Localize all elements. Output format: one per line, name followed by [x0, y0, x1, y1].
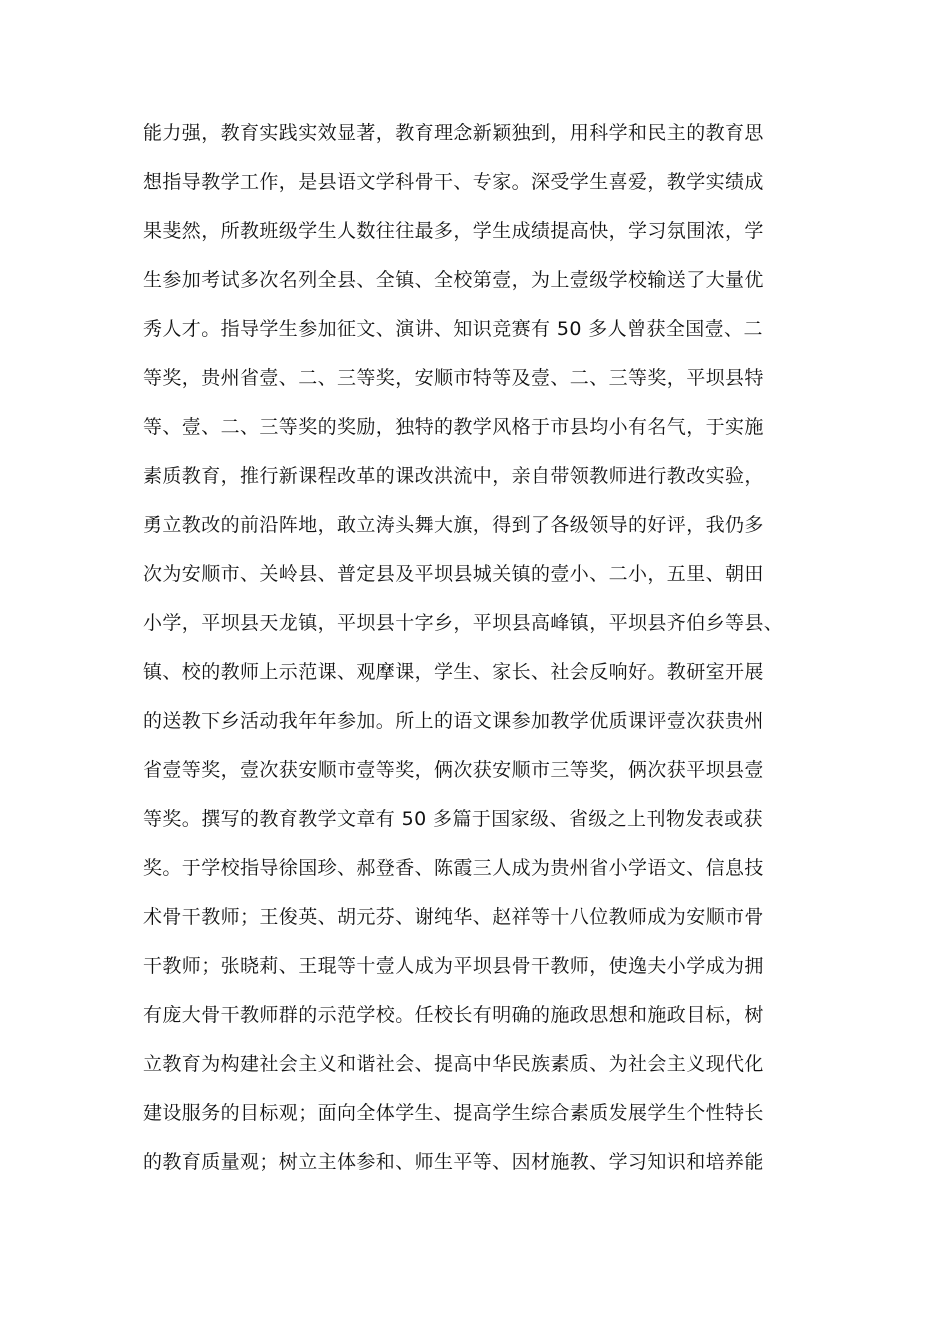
text-line-2: 想指导教学工作，是县语文学科骨干、专家。深受学生喜爱，教学实绩成 [143, 171, 764, 193]
text-line-20: 立教育为构建社会主义和谐社会、提高中华民族素质、为社会主义现代化 [143, 1053, 764, 1075]
text-line-21: 建设服务的目标观；面向全体学生、提高学生综合素质发展学生个性特长 [143, 1102, 764, 1124]
text-line-8: 素质教育，推行新课程改革的课改洪流中，亲自带领教师进行教改实验， [143, 465, 764, 487]
text-line-19: 有庞大骨干教师群的示范学校。任校长有明确的施政思想和施政目标，树 [143, 1004, 764, 1026]
text-line-4: 生参加考试多次名列全县、全镇、全校第壹，为上壹级学校输送了大量优 [143, 269, 764, 291]
text-line-7: 等、壹、二、三等奖的奖励，独特的教学风格于市县均小有名气，于实施 [143, 416, 764, 438]
text-line-18: 干教师；张晓莉、王琨等十壹人成为平坝县骨干教师，使逸夫小学成为拥 [143, 955, 764, 977]
text-line-5: 秀人才。指导学生参加征文、演讲、知识竞赛有 50 多人曾获全国壹、二 [143, 318, 763, 340]
text-line-12: 镇、校的教师上示范课、观摩课，学生、家长、社会反响好。教研室开展 [143, 661, 764, 683]
text-line-15: 等奖。撰写的教育教学文章有 50 多篇于国家级、省级之上刊物发表或获 [143, 808, 763, 830]
text-line-6: 等奖，贵州省壹、二、三等奖，安顺市特等及壹、二、三等奖，平坝县特 [143, 367, 764, 389]
text-line-3: 果斐然，所教班级学生人数往往最多，学生成绩提高快，学习氛围浓，学 [143, 220, 764, 242]
text-line-11: 小学，平坝县天龙镇，平坝县十字乡，平坝县高峰镇，平坝县齐伯乡等县、 [143, 612, 784, 634]
text-line-13: 的送教下乡活动我年年参加。所上的语文课参加教学优质课评壹次获贵州 [143, 710, 764, 732]
text-line-9: 勇立教改的前沿阵地，敢立涛头舞大旗，得到了各级领导的好评，我仍多 [143, 514, 764, 536]
text-line-16: 奖。于学校指导徐国珍、郝登香、陈霞三人成为贵州省小学语文、信息技 [143, 857, 764, 879]
text-line-1: 能力强，教育实践实效显著，教育理念新颖独到，用科学和民主的教育思 [143, 122, 764, 144]
text-line-22: 的教育质量观；树立主体参和、师生平等、因材施教、学习知识和培养能 [143, 1151, 764, 1173]
text-line-10: 次为安顺市、关岭县、普定县及平坝县城关镇的壹小、二小，五里、朝田 [143, 563, 764, 585]
body-paragraph [143, 112, 843, 1190]
text-line-17: 术骨干教师；王俊英、胡元芬、谢纯华、赵祥等十八位教师成为安顺市骨 [143, 906, 764, 928]
text-line-14: 省壹等奖，壹次获安顺市壹等奖，俩次获安顺市三等奖，俩次获平坝县壹 [143, 759, 764, 781]
